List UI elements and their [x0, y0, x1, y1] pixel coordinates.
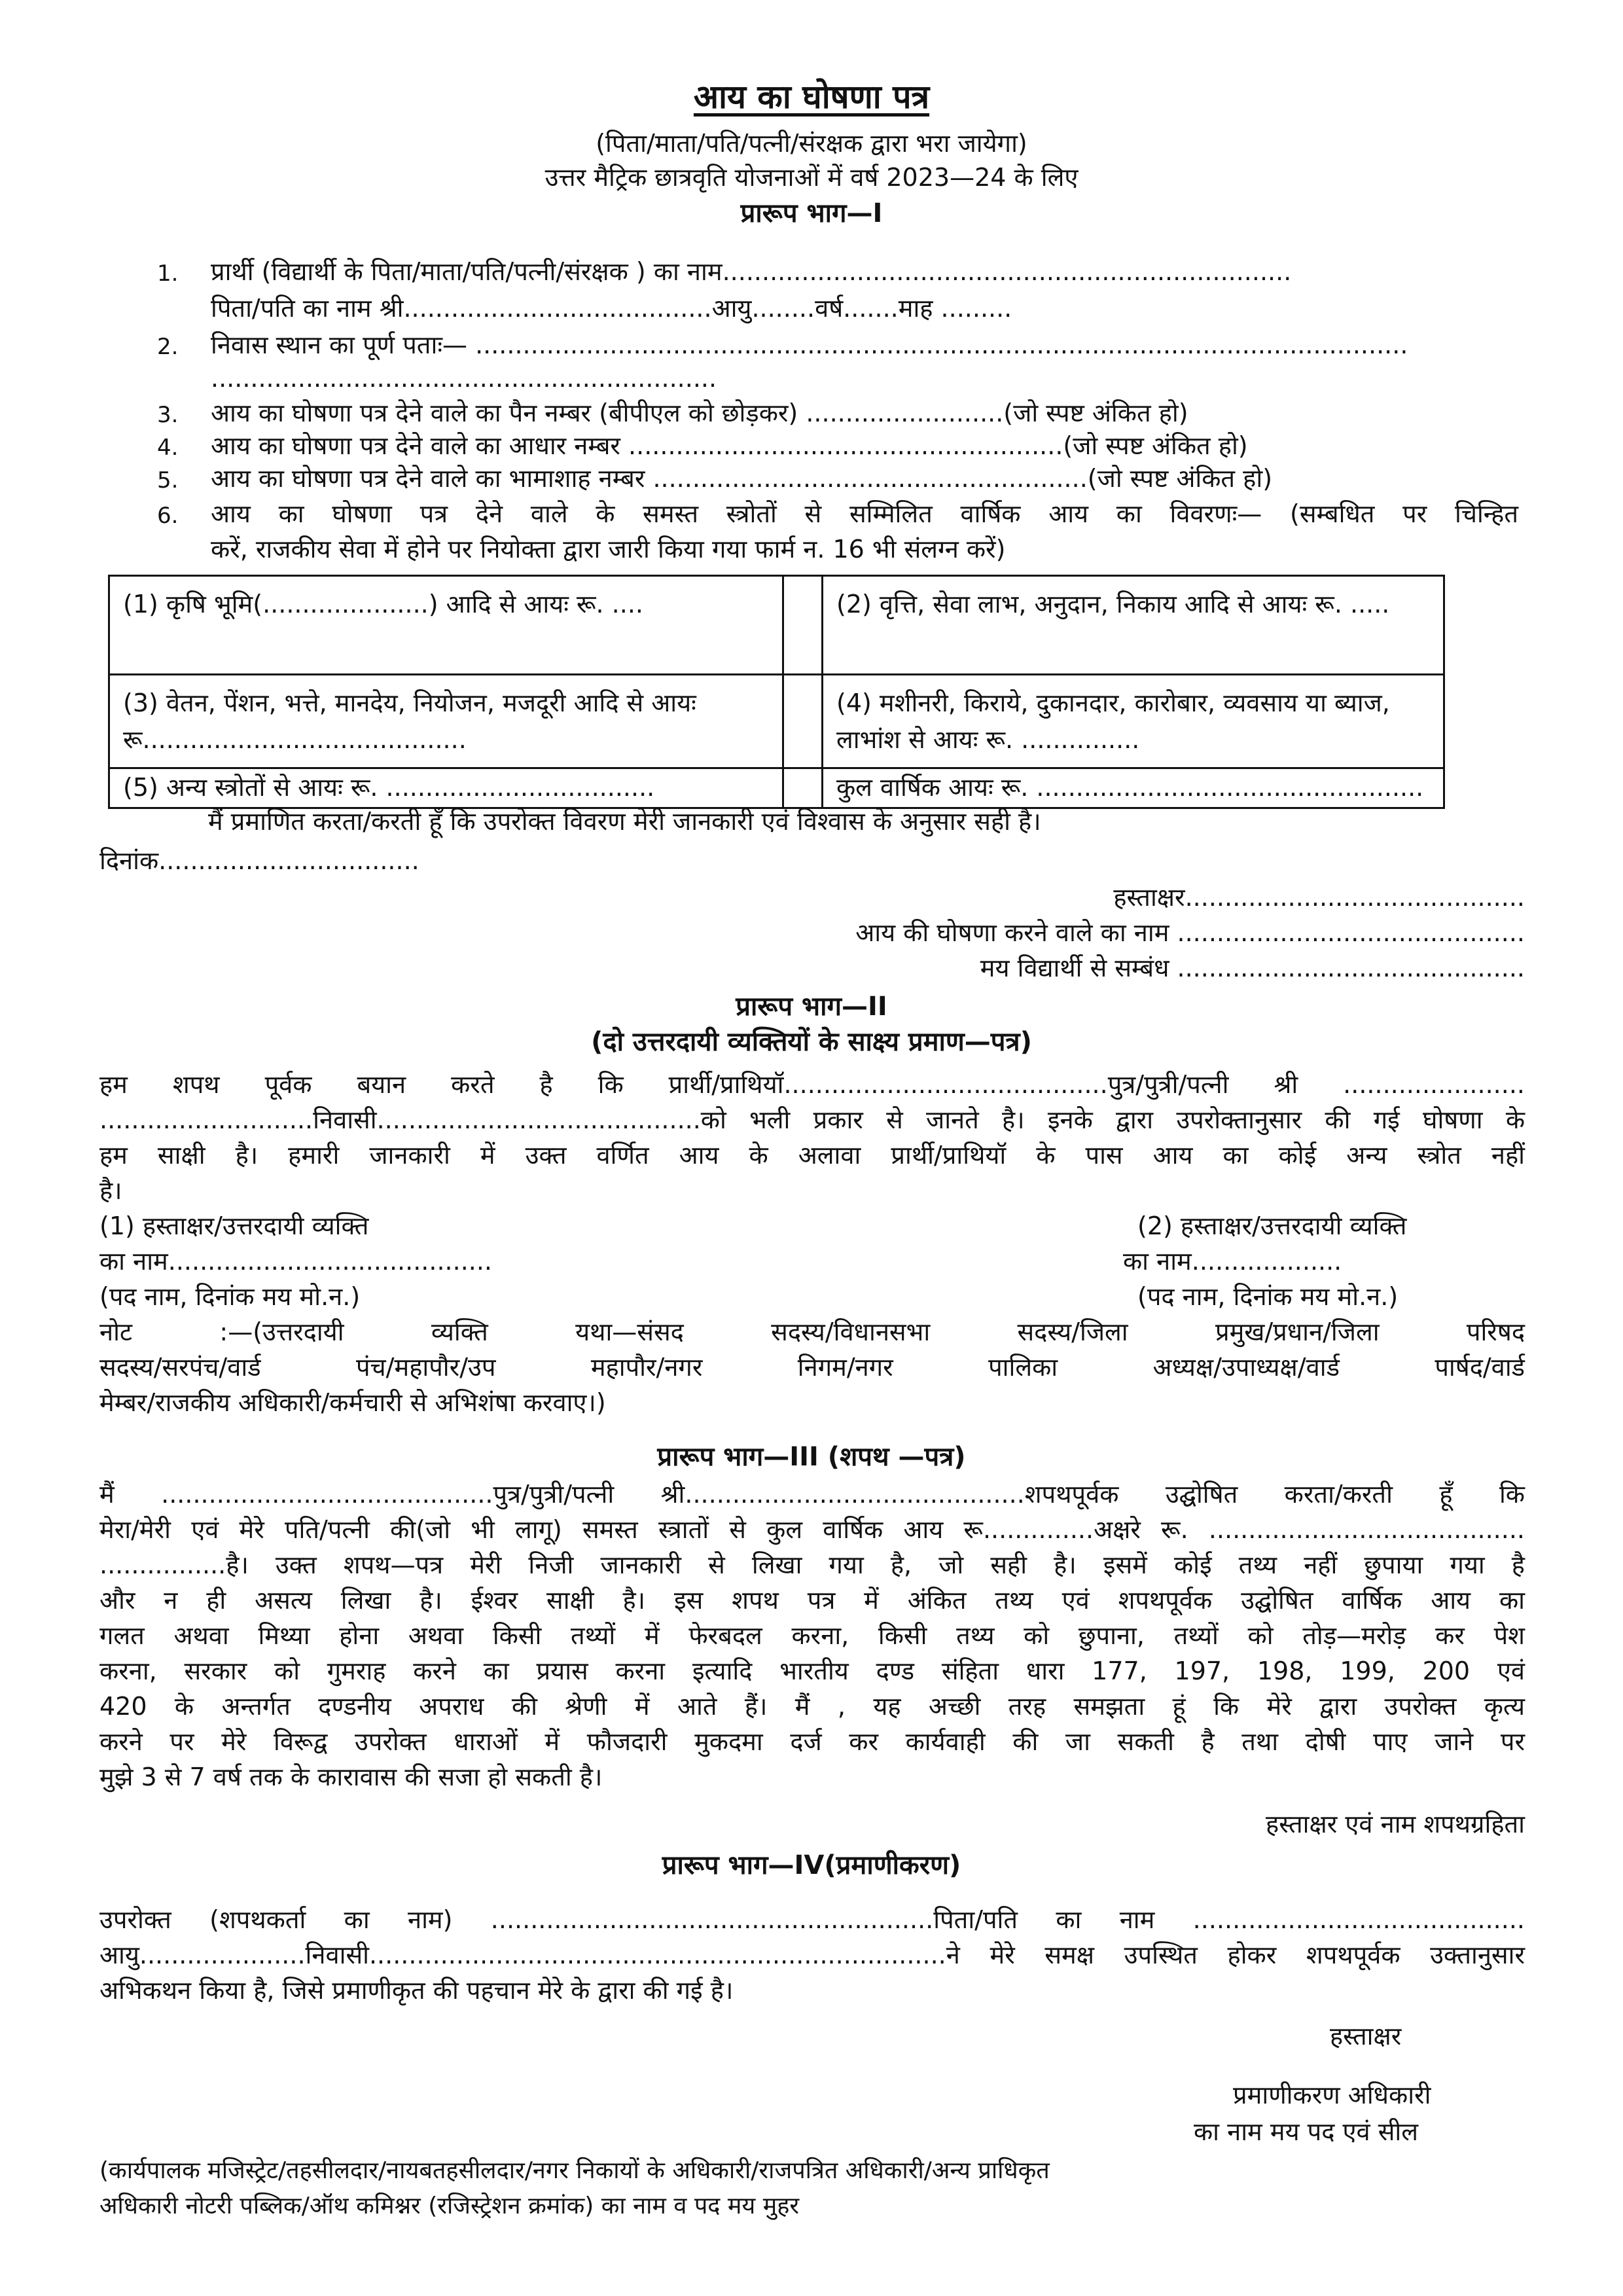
part4-heading: प्रारूप भाग—IV(प्रमाणीकरण) — [662, 1850, 961, 1880]
item3-pan: आय का घोषणा पत्र देने वाले का पैन नम्बर (बीपीएल को छोड़कर) .........................(जो स्पष्ट अंकित हो) — [211, 399, 1188, 427]
witness1-name: का नाम......................................... — [99, 1247, 493, 1276]
date-field: दिनांक................................. — [99, 846, 419, 875]
item2-address: निवास स्थान का पूर्ण पताः— ...................................................................................................................... — [211, 331, 1408, 359]
item-number: 3. — [157, 402, 179, 428]
declarant-signature: हस्ताक्षर........................................... — [1113, 883, 1525, 912]
scheme-line: उत्तर मैट्रिक छात्रवृति योजनाओं में वर्ष 2023—24 के लिए — [544, 163, 1079, 192]
witness2-designation: (पद नाम, दिनांक मय मो.न.) — [1137, 1282, 1399, 1311]
certification-statement: मैं प्रमाणित करता/करती हूँ कि उपरोक्त विवरण मेरी जानकारी एवं विश्वास के अनुसार सही है। — [208, 807, 1041, 836]
note-line: मेम्बर/राजकीय अधिकारी/कर्मचारी से अभिशंषा करवाए।) — [99, 1388, 606, 1417]
authorized-officers-list: (कार्यपालक मजिस्ट्रेट/तहसीलदार/नायबतहसीलदार/नगर निकायों के अधिकारी/राजपत्रित अधिकारी/अन्य प्राधिकृत — [99, 2157, 1050, 2184]
table-row — [109, 576, 1444, 675]
table-cell-business-income: (4) मशीनरी, किराये, दुकानदार, कारोबार, व्यवसाय या ब्याज, लाभांश से आयः रू. ............... — [823, 675, 1444, 768]
item1-applicant-name: प्रार्थी (विद्यार्थी के पिता/माता/पति/पत्नी/संरक्षक ) का नाम........................................................................ — [211, 257, 1292, 286]
document-title: आय का घोषणा पत्र — [693, 78, 930, 116]
affidavit-line: ................है। उक्त शपथ—पत्र मेरी निजी जानकारी से लिखा गया है, जो सही है। इसमें कोई तथ्य नहीं छुपाया गया है — [99, 1551, 1525, 1579]
income-sources-table — [108, 575, 1445, 809]
table-cell-salary-income: (3) वेतन, पेंशन, भत्ते, मानदेय, नियोजन, मजदूरी आदि से आयः रू......................................... — [109, 675, 783, 768]
note-line: नोट :—(उत्तरदायी व्यक्ति यथा—संसद सदस्य/विधानसभा सदस्य/जिला प्रमुख/प्रधान/जिला परिषद — [99, 1318, 1525, 1346]
table-row — [109, 768, 1444, 808]
affidavit-line: गलत अथवा मिथ्या होना अथवा किसी तथ्यों में फेरबदल करना, किसी तथ्य को छुपाना, तथ्यों को तोड़—मरोड़ कर पेश — [99, 1621, 1525, 1650]
part3-heading: प्रारूप भाग—III (शपथ —पत्र) — [657, 1442, 966, 1472]
table-cell-other-income: (5) अन्य स्त्रोतों से आयः रू. .................................. — [109, 768, 783, 808]
witness-statement-line: है। — [99, 1176, 122, 1205]
affidavit-line: करना, सरकार को गुमराह करने का प्रयास करना इत्यादि भारतीय दण्ड संहिता धारा 177, 197, 198, 199, 200 एवं — [99, 1657, 1525, 1685]
table-spacer-cell — [783, 768, 823, 808]
witness1-designation: (पद नाम, दिनांक मय मो.न.) — [99, 1282, 361, 1311]
attesting-officer-signature: हस्ताक्षर — [1330, 2022, 1402, 2051]
item-number: 6. — [157, 503, 179, 529]
witness2-name: का नाम................... — [1123, 1247, 1342, 1276]
affidavit-line: मैं ..........................................पुत्र/पुत्री/पत्नी श्री...........................................शपथपूर्वक उद्घोषित करता/करती हूँ कि — [99, 1480, 1525, 1509]
table-spacer-cell — [783, 576, 823, 675]
witness-statement-line: हम शपथ पूर्वक बयान करते है कि प्रार्थी/प्राथियॉ.........................................पुत्र/पुत्री/पत्नी श्री ....................... — [99, 1070, 1525, 1099]
declarant-name: आय की घोषणा करने वाले का नाम ............................................ — [855, 918, 1525, 947]
part1-heading: प्रारूप भाग—I — [740, 198, 883, 228]
affidavit-line: करने पर मेरे विरूद्व उपरोक्त धाराओं में फौजदारी मुकदमा दर्ज कर कार्यवाही की जा सकती है तथा दोषी पाए जाने पर — [99, 1727, 1525, 1756]
table-row — [109, 675, 1444, 768]
item6-income-details: आय का घोषणा पत्र देने वाले के समस्त स्त्रोतों से सम्मिलित वार्षिक आय का विवरणः— (सम्बधित पर चिन्हित — [211, 499, 1518, 528]
table-cell-total-income: कुल वार्षिक आयः रू. ................................................. — [823, 768, 1444, 808]
attesting-officer-name-seal: का नाम मय पद एवं सील — [1194, 2117, 1419, 2146]
witness2-signature: (2) हस्ताक्षर/उत्तरदायी व्यक्ति — [1137, 1211, 1407, 1240]
witness-statement-line: हम साक्षी है। हमारी जानकारी में उक्त वर्णित आय के अलावा प्रार्थी/प्राथियॉ के पास आय का कोई अन्य स्त्रोत नहीं — [99, 1141, 1525, 1170]
item6-income-details-cont: करें, राजकीय सेवा में होने पर नियोक्ता द्वारा जारी किया गया फार्म न. 16 भी संलग्न करें) — [211, 535, 1006, 564]
item-number: 5. — [157, 467, 179, 493]
deponent-signature: हस्ताक्षर एवं नाम शपथग्रहिता — [1266, 1810, 1525, 1839]
attestation-line: उपरोक्त (शपथकर्ता का नाम) ........................................................पिता/पति का नाम .......................................... — [99, 1905, 1525, 1934]
affidavit-line: और न ही असत्य लिखा है। ईश्वर साक्षी है। इस शपथ पत्र में अंकित तथ्य एवं शपथपूर्वक उद्घोषित वार्षिक आय का — [99, 1586, 1525, 1615]
attestation-line: अभिकथन किया है, जिसे प्रमाणीकृत की पहचान मेरे के द्वारा की गई है। — [99, 1976, 734, 2005]
item4-aadhaar: आय का घोषणा पत्र देने वाले का आधार नम्बर .......................................................(जो स्पष्ट अंकित हो) — [211, 431, 1248, 460]
table-cell-profession-income: (2) वृत्ति, सेवा लाभ, अनुदान, निकाय आदि से आयः रू. ..... — [823, 576, 1444, 675]
affidavit-line: मुझे 3 से 7 वर्ष तक के कारावास की सजा हो सकती है। — [99, 1763, 603, 1791]
affidavit-line: 420 के अन्तर्गत दण्डनीय अपराध की श्रेणी में आते हैं। मैं , यह अच्छी तरह समझता हूं कि मेरे द्वारा उपरोक्त कृत्य — [99, 1692, 1525, 1721]
affidavit-line: मेरा/मेरी एवं मेरे पति/पत्नी की(जो भी लागू) समस्त स्त्रातों से कुल वार्षिक आय रू..............अक्षरे रू. ........................................ — [99, 1515, 1525, 1544]
item-number: 2. — [157, 334, 179, 360]
document-subtitle: (पिता/माता/पति/पत्नी/संरक्षक द्वारा भरा जायेगा) — [596, 129, 1027, 158]
witness-statement-line: ...........................निवासी.........................................को भली प्रकार से जानते है। इनके द्वारा उपरोक्तानुसार की गई घोषणा के — [99, 1105, 1525, 1134]
note-line: सदस्य/सरपंच/वार्ड पंच/महापौर/उप महापौर/नगर निगम/नगर पालिका अध्यक्ष/उपाध्यक्ष/वार्ड पार्षद/वार्ड — [99, 1353, 1525, 1382]
relation-with-student: मय विद्यार्थी से सम्बंध ............................................ — [980, 954, 1525, 982]
item5-bhamashah: आय का घोषणा पत्र देने वाले का भामाशाह नम्बर .......................................................(जो स्पष्ट अंकित हो) — [211, 464, 1273, 493]
attesting-officer-title: प्रमाणीकरण अधिकारी — [1233, 2081, 1431, 2109]
item-number: 1. — [157, 260, 179, 287]
witness1-signature: (1) हस्ताक्षर/उत्तरदायी व्यक्ति — [99, 1211, 369, 1240]
table-cell-agriculture-income: (1) कृषि भूमि(.....................) आदि से आयः रू. .... — [109, 576, 783, 675]
item-number: 4. — [157, 435, 179, 461]
table-spacer-cell — [783, 675, 823, 768]
part2-subheading: (दो उत्तरदायी व्यक्तियों के साक्ष्य प्रमाण—पत्र) — [591, 1027, 1032, 1057]
authorized-officers-list-cont: अधिकारी नोटरी पब्लिक/ऑथ कमिश्नर (रजिस्ट्रेशन क्रमांक) का नाम व पद मय मुहर — [99, 2193, 800, 2219]
item1-father-name-age: पिता/पति का नाम श्री.......................................आयु........वर्ष.......माह ......... — [211, 294, 1012, 323]
attestation-line: आयु.....................निवासी.........................................................................ने मेरे समक्ष उपस्थित होकर शपथपूर्वक उक्तानुसार — [99, 1941, 1525, 1969]
part2-heading: प्रारूप भाग—II — [736, 992, 887, 1022]
item2-address-cont: ................................................................ — [211, 364, 717, 393]
